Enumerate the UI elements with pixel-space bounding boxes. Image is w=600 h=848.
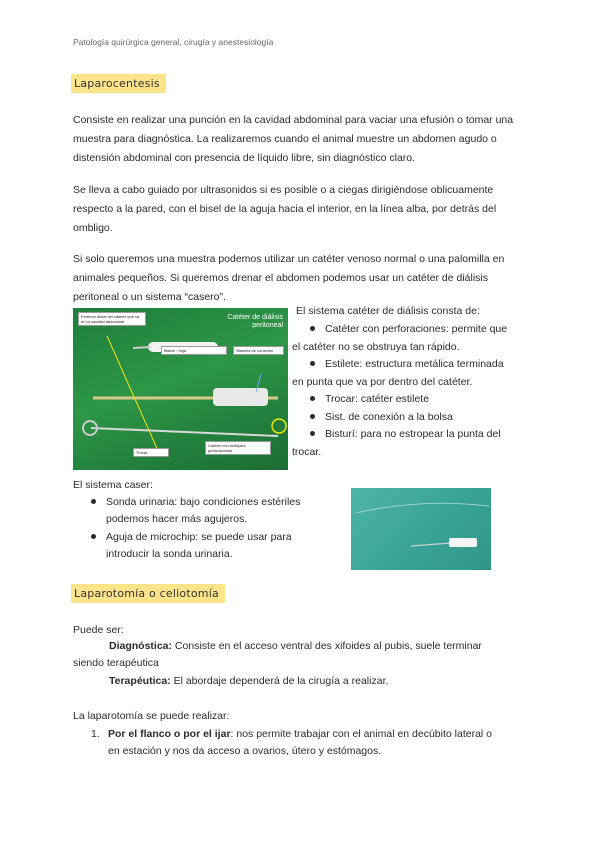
bullet-icon <box>310 326 315 331</box>
bullet-icon <box>310 414 315 419</box>
photo-label-tip: Extremo distal del catéter que va en la cavidad abdominal <box>78 312 146 326</box>
paragraph-options: Si solo queremos una muestra podemos utilizar un catéter venoso normal o una palomilla en animales pequeños. Si queremos drenar el abdomen podemos usar un catéter de diálisis peritoneal o un sistema “casero”. <box>73 253 505 303</box>
bullet-icon <box>310 396 315 401</box>
caser-item-urinary-cont: podemos hacer más agujeros. <box>106 513 248 525</box>
approach-item-flank-cont: en estación y nos da acceso a ovarios, útero y estómagos. <box>108 745 382 757</box>
se-realiza: La laparotomía se puede realizar: <box>73 710 230 722</box>
diagnostica-cont: siendo terapéutica <box>73 657 159 669</box>
kit-item-trocar: Trocar: catéter estilete <box>310 391 429 409</box>
kit-item-scalpel: Bisturí: para no estropear la punta del <box>310 426 501 444</box>
photo-label-connection: Sistema de conexión <box>233 346 284 355</box>
connector-shape <box>213 388 268 406</box>
section-title-laparotomia: Laparotomía o celiotomía <box>71 584 225 603</box>
needle-shape <box>411 543 451 546</box>
photo-label-trocar: Trocar <box>133 448 169 457</box>
kit-item-stylet-cont: en punta que va por dentro del catéter. <box>292 376 473 388</box>
paragraph-definition: Consiste en realizar una punción en la cavidad abdominal para vaciar una efusión o tomar una muestra para diagnóstica. La realizaremos cuando el animal muestre un abdomen agudo o distensión abdominal con presencia de líquido libre, sin diagnóstico claro. <box>73 114 514 164</box>
caser-item-microchip: Aguja de microchip: se puede usar para <box>91 529 292 547</box>
needle-hub-shape <box>449 538 477 547</box>
microchip-needle-photo <box>351 488 491 570</box>
terapeutica-line: Terapéutica: El abordaje dependerá de la cirugía a realizar. <box>109 675 389 687</box>
bullet-icon <box>91 534 96 539</box>
running-header: Patología quirúrgica general, cirugía y anestesiología <box>73 37 274 47</box>
diagnostica-line: Diagnóstica: Consiste en el acceso ventral des xifoides al pubis, suele terminar <box>109 640 482 652</box>
section-title-laparocentesis: Laparocentesis <box>71 74 166 93</box>
photo-title: Catéter de diálisis peritoneal <box>227 314 283 329</box>
tube-shape <box>356 503 489 513</box>
paragraph-technique: Se lleva a cabo guiado por ultrasonidos si es posible o a ciegas dirigiéndose oblicuamente respecto a la pared, con el bisel de la aguja hacia el interior, en la línea alba, por detrás del ombligo. <box>73 184 497 234</box>
bullet-icon <box>91 499 96 504</box>
caser-item-urinary: Sonda urinaria: bajo condiciones estériles <box>91 494 300 512</box>
kit-item-stylet: Estilete: estructura metálica terminada <box>310 356 504 374</box>
catheter-shape <box>91 428 278 436</box>
kit-item-catheter-cont: el catéter no se obstruya tan rápido. <box>292 341 460 353</box>
kit-item-connection: Sist. de conexión a la bolsa <box>310 409 453 427</box>
kit-item-catheter: Catéter con perforaciones: permite que <box>310 321 507 339</box>
puede-ser: Puede ser: <box>73 624 124 636</box>
dialysis-catheter-photo <box>73 308 288 470</box>
bullet-icon <box>310 361 315 366</box>
photo-label-catheter: Catéter con múltiples perforaciones <box>205 441 271 455</box>
caser-item-microchip-cont: introducir la sonda urinaria. <box>106 548 233 560</box>
kit-item-scalpel-cont: trocar. <box>292 446 322 458</box>
kit-intro: El sistema catéter de diálisis consta de: <box>296 305 480 317</box>
approach-item-flank: 1. Por el flanco o por el ijar: nos permite trabajar con el animal en decúbito lateral o <box>91 728 493 740</box>
photo-label-blade: Bisturí / hoja <box>161 346 227 355</box>
bullet-icon <box>310 431 315 436</box>
caser-intro: El sistema caser: <box>73 479 153 491</box>
